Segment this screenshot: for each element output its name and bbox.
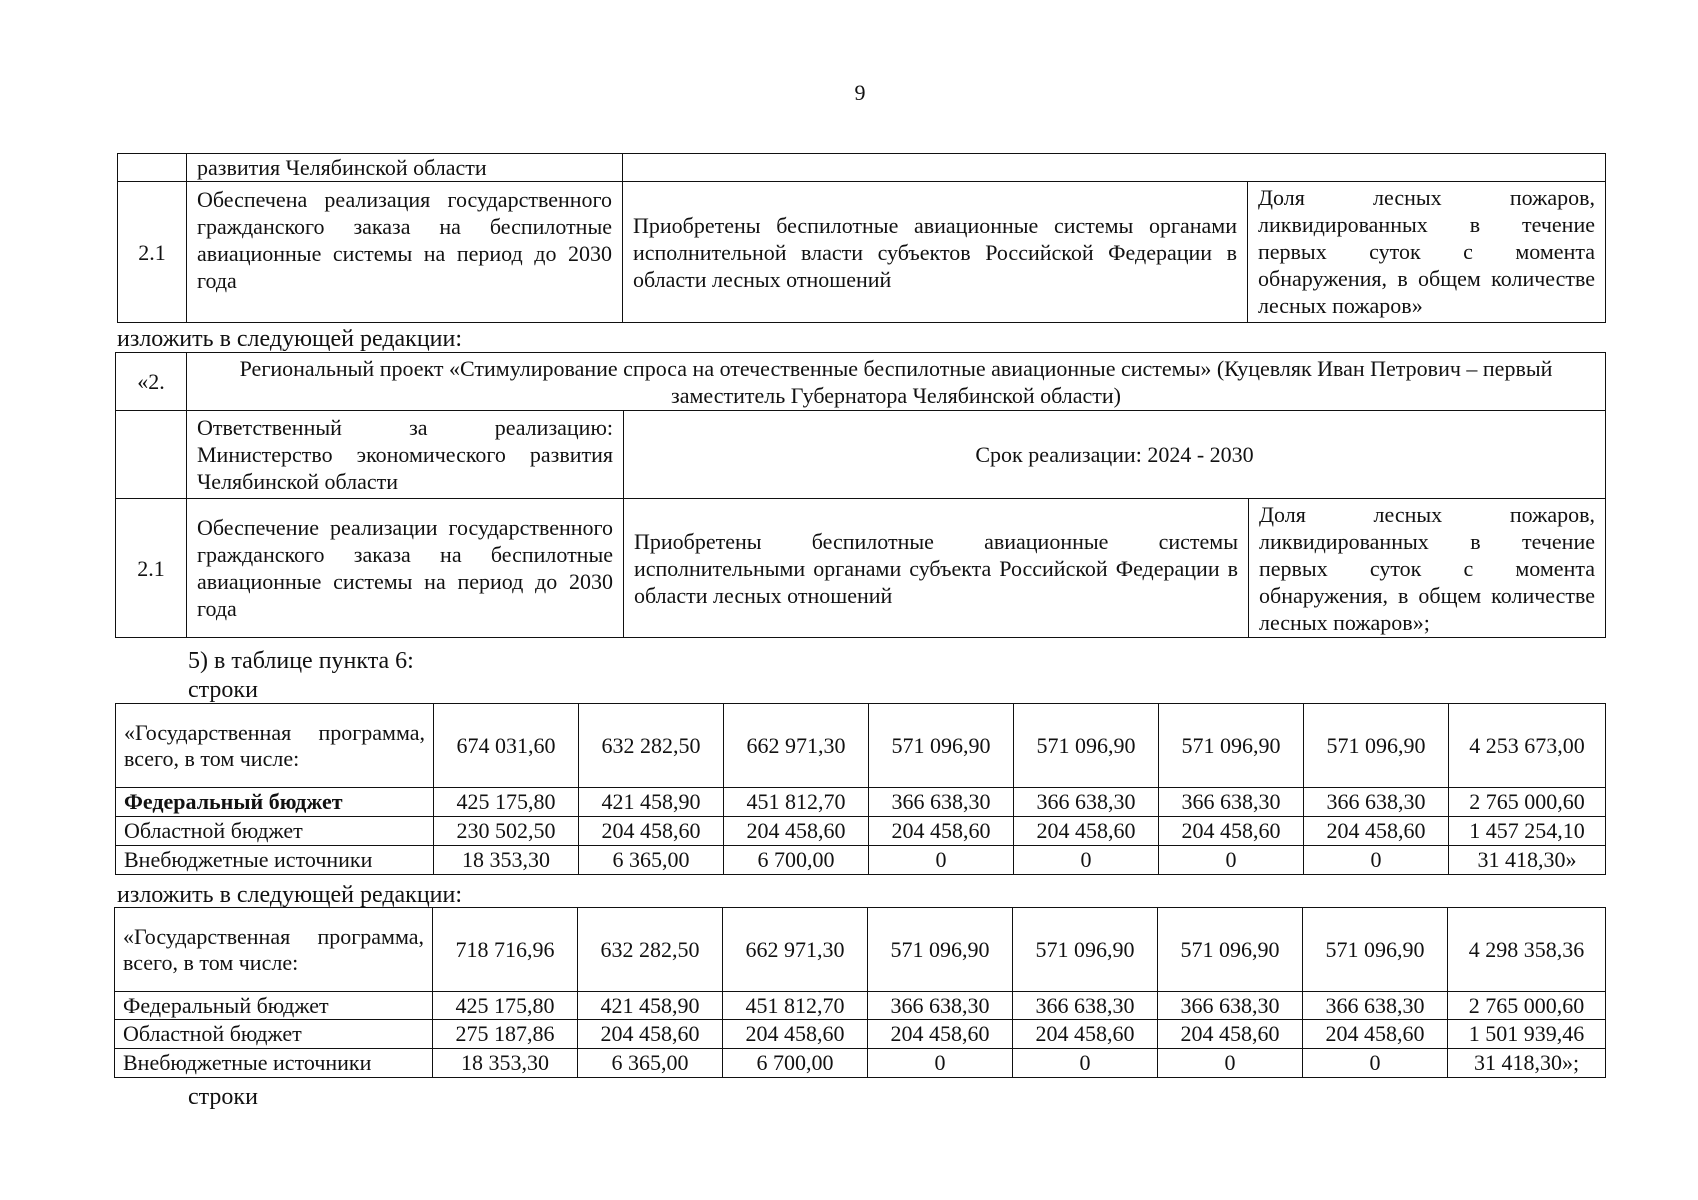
row-label: Федеральный бюджет — [116, 788, 434, 817]
table-row — [116, 499, 1606, 638]
value-cell: 674 031,60 — [434, 704, 579, 788]
table-row — [116, 411, 1606, 499]
value-cell: 0 — [868, 1049, 1013, 1078]
value-cell: 425 175,80 — [434, 788, 579, 817]
value-cell: 204 458,60 — [579, 817, 724, 846]
value-cell: 571 096,90 — [868, 908, 1013, 992]
result-cell: Приобретены беспилотные авиационные системы исполнительными органами субъекта Российской Федерации в области лесных отношений — [624, 499, 1249, 638]
value-cell: 366 638,30 — [1304, 788, 1449, 817]
value-cell: 1 501 939,46 — [1448, 1020, 1606, 1049]
value-cell: 204 458,60 — [1304, 817, 1449, 846]
value-cell: 6 700,00 — [724, 846, 869, 875]
redaction-heading: изложить в следующей редакции: — [117, 882, 463, 908]
task-cell: Обеспечена реализация государственного гражданского заказа на беспилотные авиационные системы на период до 2030 года — [187, 182, 623, 323]
value-cell: 18 353,30 — [434, 846, 579, 875]
value-cell: 0 — [1303, 1049, 1448, 1078]
table-funding-new — [114, 907, 1606, 1078]
value-cell: 18 353,30 — [433, 1049, 578, 1078]
value-cell: 632 282,50 — [579, 704, 724, 788]
table-row — [116, 704, 1606, 788]
value-cell: 4 298 358,36 — [1448, 908, 1606, 992]
value-cell: 204 458,60 — [724, 817, 869, 846]
value-cell: 571 096,90 — [1158, 908, 1303, 992]
value-cell: 632 282,50 — [578, 908, 723, 992]
table-row — [116, 353, 1606, 411]
value-cell: 2 765 000,60 — [1448, 992, 1606, 1020]
value-cell: 0 — [1014, 846, 1159, 875]
value-cell: 275 187,86 — [433, 1020, 578, 1049]
table-row — [116, 817, 1606, 846]
value-cell: 6 365,00 — [578, 1049, 723, 1078]
table-row — [115, 1049, 1606, 1078]
item-5-heading: 5) в таблице пункта 6: — [188, 648, 414, 674]
row-label: «Государственная программа, всего, в том числе: — [115, 908, 433, 992]
table-row — [118, 154, 1606, 182]
row-number: 2.1 — [118, 182, 187, 323]
value-cell: 204 458,60 — [869, 817, 1014, 846]
value-cell: 425 175,80 — [433, 992, 578, 1020]
table-new-project-rows — [115, 352, 1606, 638]
table-row — [115, 992, 1606, 1020]
table-row — [118, 182, 1606, 323]
row-label: Внебюджетные источники — [116, 846, 434, 875]
responsible-cell: Ответственный за реализацию: Министерство экономического развития Челябинской области — [187, 411, 624, 499]
rows-heading: строки — [188, 1084, 258, 1110]
value-cell: 571 096,90 — [869, 704, 1014, 788]
table-funding-old — [115, 703, 1606, 875]
row-number: 2.1 — [116, 499, 187, 638]
empty-cell — [623, 154, 1606, 182]
value-cell: 204 458,60 — [868, 1020, 1013, 1049]
value-cell: 0 — [1158, 1049, 1303, 1078]
value-cell: 718 716,96 — [433, 908, 578, 992]
value-cell: 6 365,00 — [579, 846, 724, 875]
value-cell: 451 812,70 — [723, 992, 868, 1020]
table-row — [116, 846, 1606, 875]
row-label: Областной бюджет — [115, 1020, 433, 1049]
table-row — [116, 788, 1606, 817]
value-cell: 31 418,30»; — [1448, 1049, 1606, 1078]
table-row — [115, 908, 1606, 992]
value-cell: 204 458,60 — [1014, 817, 1159, 846]
value-cell: 366 638,30 — [1013, 992, 1158, 1020]
value-cell: 2 765 000,60 — [1449, 788, 1606, 817]
table-row — [115, 1020, 1606, 1049]
value-cell: 204 458,60 — [1158, 1020, 1303, 1049]
value-cell: 571 096,90 — [1159, 704, 1304, 788]
page-number: 9 — [854, 80, 866, 105]
row-label: «Государственная программа, всего, в том числе: — [116, 704, 434, 788]
redaction-heading: изложить в следующей редакции: — [117, 326, 463, 352]
value-cell: 421 458,90 — [578, 992, 723, 1020]
row-number: «2. — [116, 353, 187, 411]
value-cell: 451 812,70 — [724, 788, 869, 817]
value-cell: 571 096,90 — [1013, 908, 1158, 992]
value-cell: 662 971,30 — [724, 704, 869, 788]
table-old-project-rows — [117, 153, 1606, 323]
value-cell: 366 638,30 — [1014, 788, 1159, 817]
value-cell: 6 700,00 — [723, 1049, 868, 1078]
value-cell: 204 458,60 — [578, 1020, 723, 1049]
value-cell: 1 457 254,10 — [1449, 817, 1606, 846]
value-cell: 230 502,50 — [434, 817, 579, 846]
project-title-cell: Региональный проект «Стимулирование спроса на отечественные беспилотные авиационные системы» (Куцевляк Иван Петрович – первый заместитель Губернатора Челябинской области) — [187, 353, 1606, 411]
rows-heading: строки — [188, 677, 258, 703]
value-cell: 571 096,90 — [1303, 908, 1448, 992]
value-cell: 31 418,30» — [1449, 846, 1606, 875]
value-cell: 204 458,60 — [1013, 1020, 1158, 1049]
value-cell: 366 638,30 — [868, 992, 1013, 1020]
value-cell: 366 638,30 — [869, 788, 1014, 817]
value-cell: 204 458,60 — [1159, 817, 1304, 846]
value-cell: 0 — [869, 846, 1014, 875]
task-cell: Обеспечение реализации государственного гражданского заказа на беспилотные авиационные системы на период до 2030 года — [187, 499, 624, 638]
value-cell: 571 096,90 — [1304, 704, 1449, 788]
term-cell: Срок реализации: 2024 - 2030 — [624, 411, 1606, 499]
value-cell: 204 458,60 — [723, 1020, 868, 1049]
value-cell: 366 638,30 — [1159, 788, 1304, 817]
value-cell: 0 — [1013, 1049, 1158, 1078]
empty-cell — [118, 154, 187, 182]
row-label: Внебюджетные источники — [115, 1049, 433, 1078]
value-cell: 421 458,90 — [579, 788, 724, 817]
value-cell: 366 638,30 — [1303, 992, 1448, 1020]
row-label: Областной бюджет — [116, 817, 434, 846]
value-cell: 571 096,90 — [1014, 704, 1159, 788]
value-cell: 4 253 673,00 — [1449, 704, 1606, 788]
empty-cell — [116, 411, 187, 499]
responsible-text-tail: развития Челябинской области — [187, 154, 623, 182]
indicator-cell: Доля лесных пожаров, ликвидированных в течение первых суток с момента обнаружения, в общем количестве лесных пожаров» — [1248, 182, 1606, 323]
value-cell: 0 — [1159, 846, 1304, 875]
row-label: Федеральный бюджет — [115, 992, 433, 1020]
result-cell: Приобретены беспилотные авиационные системы органами исполнительной власти субъектов Российской Федерации в области лесных отношений — [623, 182, 1248, 323]
value-cell: 204 458,60 — [1303, 1020, 1448, 1049]
value-cell: 366 638,30 — [1158, 992, 1303, 1020]
value-cell: 662 971,30 — [723, 908, 868, 992]
value-cell: 0 — [1304, 846, 1449, 875]
indicator-cell: Доля лесных пожаров, ликвидированных в течение первых суток с момента обнаружения, в общем количестве лесных пожаров»; — [1249, 499, 1606, 638]
